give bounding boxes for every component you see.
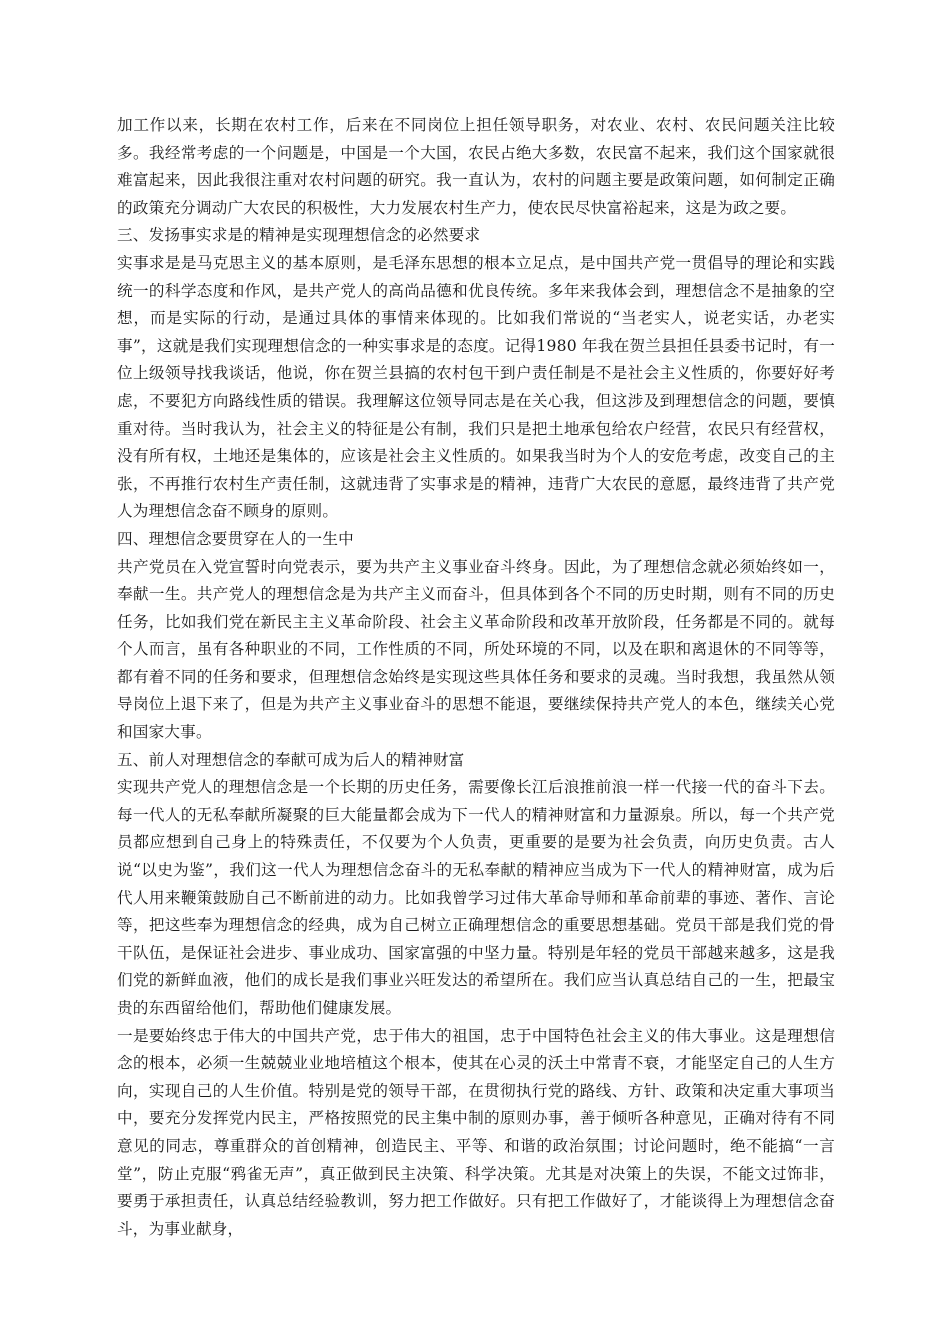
paragraph-section-3: 实事求是是马克思主义的基本原则，是毛泽东思想的根本立足点，是中国共产党一贯倡导的理论和实践统一的科学态度和作风，是共产党人的高尚品德和优良传统。多年来我体会到，理想信念不是抽象的空想，而是实际的行动，是通过具体的事情来体现的。比如我们常说的“当老实人，说老实话，办老实事”，这就是我们实现理想信念的一种实事求是的态度。记得1980 年我在贺兰县担任县委书记时，有一位上级领导找我谈话，他说，你在贺兰县搞的农村包干到户责任制是不是社会主义性质的，你要好好考虑，不要犯方向路线性质的错误。我理解这位领导同志是在关心我，但这涉及到理想信念的问题，要慎重对待。当时我认为，社会主义的特征是公有制，我们只是把土地承包给农户经营，农民只有经营权，没有所有权，土地还是集体的，应该是社会主义性质的。如果我当时为个人的安危考虑，改变自己的主张，不再推行农村生产责任制，这就违背了实事求是的精神，违背广大农民的意愿，最终违背了共产党人为理想信念奋不顾身的原则。 <box>117 253 835 521</box>
section-heading-4: 四、理想信念要贯穿在人的一生中 <box>117 529 354 548</box>
paragraph-section-4: 共产党员在入党宣誓时向党表示，要为共产主义事业奋斗终身。因此，为了理想信念就必须始终如一，奉献一生。共产党人的理想信念是为共产主义而奋斗，但具体到各个不同的历史时期，则有不同的历史任务，比如我们党在新民主主义革命阶段、社会主义革命阶段和改革开放阶段，任务都是不同的。就每个人而言，虽有各种职业的不同，工作性质的不同，所处环境的不同，以及在职和离退休的不同等等，都有着不同的任务和要求，但理想信念始终是实现这些具体任务和要求的灵魂。当时我想，我虽然从领导岗位上退下来了，但是为共产主义事业奋斗的思想不能退，要继续保持共产党人的本色，继续关心党和国家大事。 <box>117 557 835 742</box>
section-heading-3: 三、发扬事实求是的精神是实现理想信念的必然要求 <box>117 226 481 245</box>
section-heading-5: 五、前人对理想信念的奉献可成为后人的精神财富 <box>117 750 465 769</box>
paragraph-intro: 加工作以来，长期在农村工作，后来在不同岗位上担任领导职务，对农业、农村、农民问题关注比较多。我经常考虑的一个问题是，中国是一个大国，农民占绝大多数，农民富不起来，我们这个国家就很难富起来，因此我很注重对农村问题的研究。我一直认为，农村的问题主要是政策问题，如何制定正确的政策充分调动广大农民的积极性，大力发展农村生产力，使农民尽快富裕起来，这是为政之要。 <box>117 116 835 217</box>
document-body <box>117 112 835 1243</box>
paragraph-section-5: 实现共产党人的理想信念是一个长期的历史任务，需要像长江后浪推前浪一样一代接一代的奋斗下去。每一代人的无私奉献所凝聚的巨大能量都会成为下一代人的精神财富和力量源泉。所以，每一个共产党员都应想到自己身上的特殊责任，不仅要为个人负责，更重要的是要为社会负责，向历史负责。古人说“以史为鉴”，我们这一代人为理想信念奋斗的无私奉献的精神应当成为下一代人的精神财富，成为后代人用来鞭策鼓励自己不断前进的动力。比如我曾学习过伟大革命导师和革命前辈的事迹、著作、言论等，把这些奉为理想信念的经典，成为自己树立正确理想信念的重要思想基础。党员干部是我们党的骨干队伍，是保证社会进步、事业成功、国家富强的中坚力量。特别是年轻的党员干部越来越多，这是我们党的新鲜血液，他们的成长是我们事业兴旺发达的希望所在。我们应当认真总结自己的一生，把最宝贵的东西留给他们，帮助他们健康发展。 <box>117 778 835 1017</box>
paragraph-point-1: 一是要始终忠于伟大的中国共产党，忠于伟大的祖国，忠于中国特色社会主义的伟大事业。这是理想信念的根本，必须一生兢兢业业地培植这个根本，使其在心灵的沃土中常青不衰，才能坚定自己的人生方向，实现自己的人生价值。特别是党的领导干部，在贯彻执行党的路线、方针、政策和决定重大事项当中，要充分发挥党内民主，严格按照党的民主集中制的原则办事，善于倾听各种意见，正确对待有不同意见的同志，尊重群众的首创精神，创造民主、平等、和谐的政治氛围；讨论问题时，绝不能搞“一言堂”，防止克服“鸦雀无声”，真正做到民主决策、科学决策。尤其是对决策上的失误，不能文过饰非，要勇于承担责任，认真总结经验教训，努力把工作做好。只有把工作做好了，才能谈得上为理想信念奋斗，为事业献身， <box>117 1026 835 1238</box>
